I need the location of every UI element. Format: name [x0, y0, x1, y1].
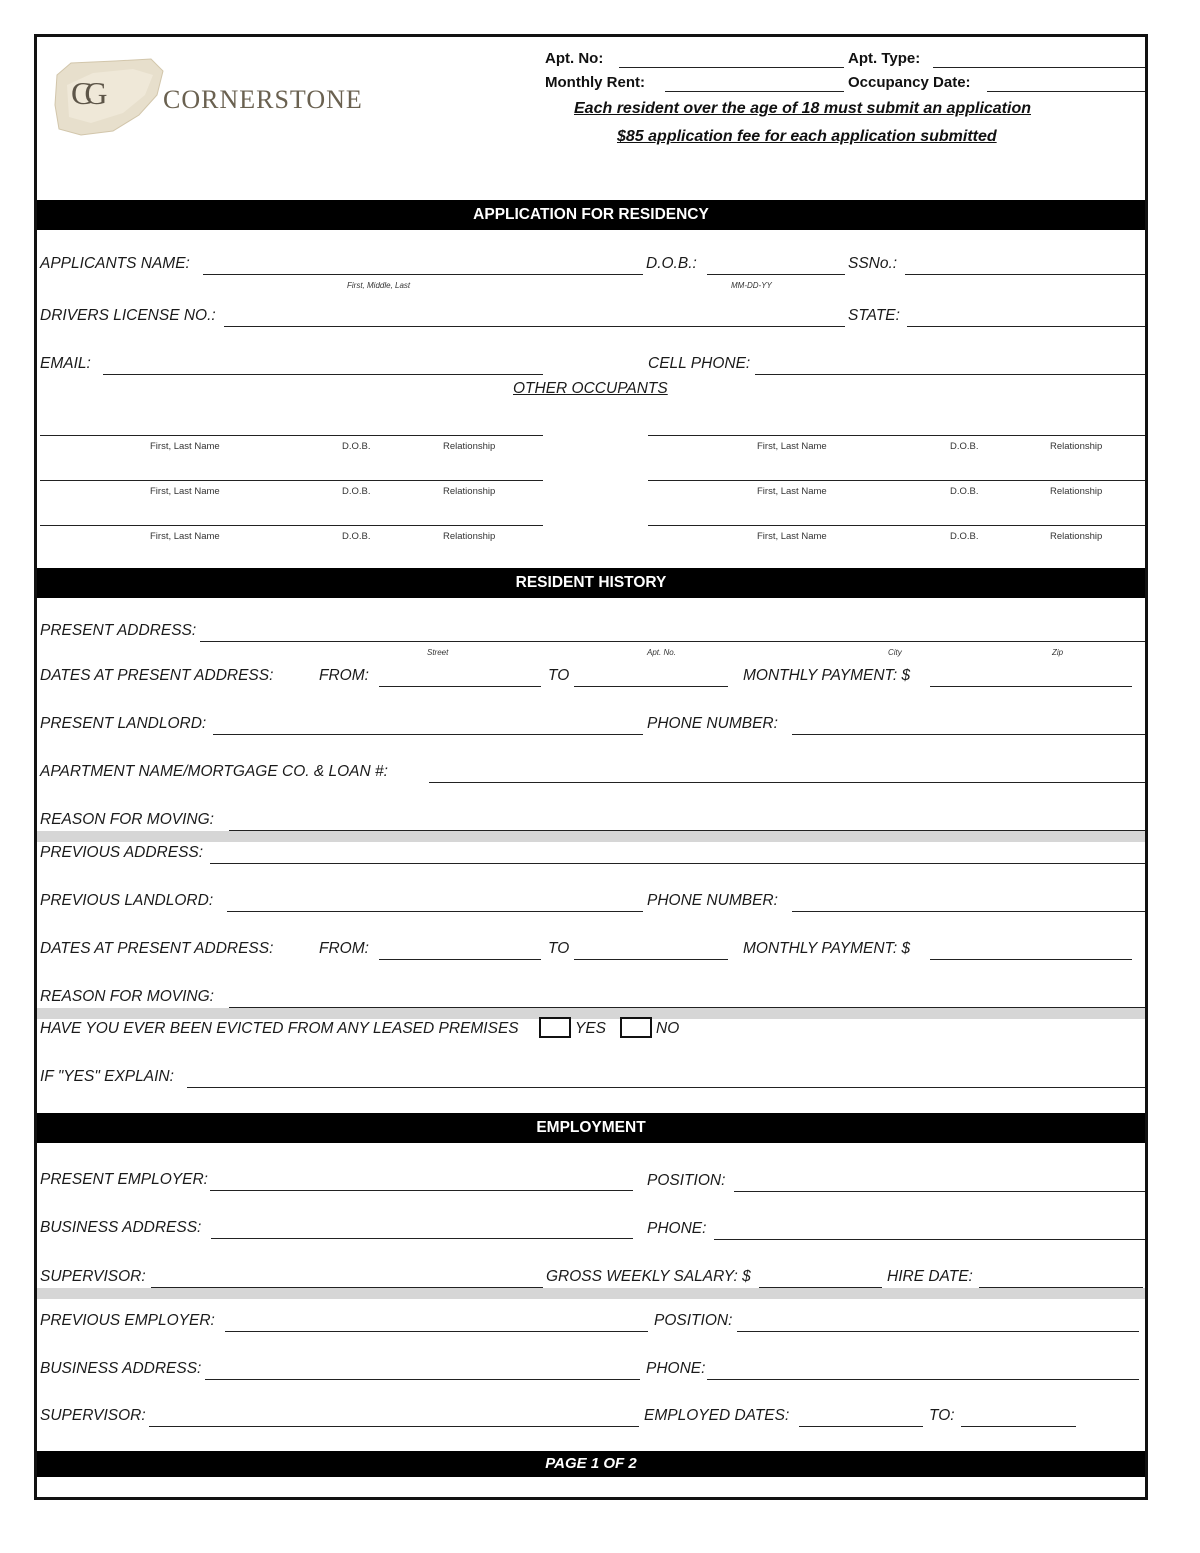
occupant-dob-hint: D.O.B. — [950, 441, 979, 452]
to-field[interactable] — [961, 1426, 1076, 1427]
phone-number-label: PHONE NUMBER: — [647, 892, 778, 909]
occupancy-date-field[interactable] — [987, 91, 1145, 92]
position-field[interactable] — [737, 1331, 1139, 1332]
occupant-relationship-hint: Relationship — [443, 486, 496, 497]
from-label: FROM: — [319, 940, 369, 957]
present-address-label: PRESENT ADDRESS: — [40, 622, 197, 639]
occupant-relationship-hint: Relationship — [1050, 531, 1103, 542]
previous-employer-field[interactable] — [225, 1331, 648, 1332]
monthly-payment-label: MONTHLY PAYMENT: $ — [743, 667, 911, 684]
email-label: EMAIL: — [40, 355, 91, 372]
email-field[interactable] — [103, 374, 543, 375]
apt-no-field[interactable] — [619, 67, 844, 68]
if-yes-field[interactable] — [187, 1087, 1145, 1088]
phone-label: PHONE: — [647, 1220, 707, 1237]
no-label: NO — [656, 1020, 680, 1037]
other-occupants-title: OTHER OCCUPANTS — [513, 380, 668, 397]
applicants-name-label: APPLICANTS NAME: — [40, 255, 190, 272]
previous-employer-label: PREVIOUS EMPLOYER: — [40, 1312, 215, 1329]
if-yes-label: IF "YES" EXPLAIN: — [40, 1068, 174, 1085]
occupant-dob-hint: D.O.B. — [950, 531, 979, 542]
occupant-dob-hint: D.O.B. — [342, 441, 371, 452]
present-address-field[interactable] — [200, 641, 1145, 642]
section-employment-header: EMPLOYMENT — [37, 1113, 1145, 1143]
occupant-name-hint: First, Last Name — [757, 486, 827, 497]
position-label: POSITION: — [647, 1172, 726, 1189]
previous-address-field[interactable] — [210, 863, 1145, 864]
yes-label: YES — [575, 1020, 607, 1037]
business-address-label: BUSINESS ADDRESS: — [40, 1360, 202, 1377]
occupant-name-hint: First, Last Name — [757, 441, 827, 452]
apt-mortgage-label: APARTMENT NAME/MORTGAGE CO. & LOAN #: — [40, 763, 388, 780]
to-field[interactable] — [574, 686, 728, 687]
evicted-yes-checkbox[interactable] — [539, 1017, 571, 1038]
phone-field[interactable] — [707, 1379, 1139, 1380]
state-label: STATE: — [848, 307, 900, 324]
occupant-name-hint: First, Last Name — [150, 531, 220, 542]
to-label: TO — [548, 667, 570, 684]
business-address-field[interactable] — [211, 1238, 633, 1239]
reason-moving-label: REASON FOR MOVING: — [40, 811, 214, 828]
previous-landlord-field[interactable] — [227, 911, 643, 912]
drivers-license-label: DRIVERS LICENSE NO.: — [40, 307, 216, 324]
apt-hint: Apt. No. — [647, 648, 676, 657]
cell-phone-field[interactable] — [755, 374, 1145, 375]
apt-type-label: Apt. Type: — [848, 50, 921, 67]
city-hint: City — [888, 648, 902, 657]
supervisor-label: SUPERVISOR: — [40, 1407, 146, 1424]
dates-present-label: DATES AT PRESENT ADDRESS: — [40, 667, 274, 684]
occupant-name-hint: First, Last Name — [757, 531, 827, 542]
to-label: TO: — [929, 1407, 955, 1424]
hire-date-label: HIRE DATE: — [887, 1268, 973, 1285]
evicted-label: HAVE YOU EVER BEEN EVICTED FROM ANY LEASED PREMISES — [40, 1020, 519, 1037]
drivers-license-field[interactable] — [224, 326, 845, 327]
employed-dates-label: EMPLOYED DATES: — [644, 1407, 790, 1424]
divider — [37, 1008, 1145, 1019]
reason-moving-label: REASON FOR MOVING: — [40, 988, 214, 1005]
apt-no-label: Apt. No: — [545, 50, 604, 67]
occupant-line[interactable] — [40, 480, 543, 481]
occupant-line[interactable] — [648, 480, 1145, 481]
occupant-dob-hint: D.O.B. — [342, 531, 371, 542]
supervisor-label: SUPERVISOR: — [40, 1268, 146, 1285]
resident-note: Each resident over the age of 18 must submit an application — [574, 100, 1031, 117]
occupant-relationship-hint: Relationship — [1050, 486, 1103, 497]
present-landlord-label: PRESENT LANDLORD: — [40, 715, 207, 732]
present-employer-field[interactable] — [210, 1190, 633, 1191]
monthly-rent-label: Monthly Rent: — [545, 74, 645, 91]
to-label: TO — [548, 940, 570, 957]
street-hint: Street — [427, 648, 449, 657]
occupant-relationship-hint: Relationship — [1050, 441, 1103, 452]
from-field[interactable] — [379, 959, 541, 960]
position-label: POSITION: — [654, 1312, 733, 1329]
occupant-line[interactable] — [40, 435, 543, 436]
dates-previous-label: DATES AT PRESENT ADDRESS: — [40, 940, 274, 957]
ssn-field[interactable] — [905, 274, 1145, 275]
page-footer: PAGE 1 OF 2 — [37, 1451, 1145, 1477]
from-field[interactable] — [379, 686, 541, 687]
cell-phone-label: CELL PHONE: — [648, 355, 751, 372]
employed-dates-field[interactable] — [799, 1426, 923, 1427]
from-label: FROM: — [319, 667, 369, 684]
phone-number-label: PHONE NUMBER: — [647, 715, 778, 732]
occupant-name-hint: First, Last Name — [150, 441, 220, 452]
divider — [37, 1288, 1145, 1299]
section-history-header: RESIDENT HISTORY — [37, 568, 1145, 598]
applicants-name-field[interactable] — [203, 274, 643, 275]
occupant-dob-hint: D.O.B. — [950, 486, 979, 497]
state-field[interactable] — [907, 326, 1145, 327]
apt-mortgage-field[interactable] — [429, 782, 1145, 783]
occupant-line[interactable] — [648, 435, 1145, 436]
to-field[interactable] — [574, 959, 728, 960]
gross-salary-label: GROSS WEEKLY SALARY: $ — [546, 1268, 751, 1285]
business-address-label: BUSINESS ADDRESS: — [40, 1219, 202, 1236]
monthly-payment-label: MONTHLY PAYMENT: $ — [743, 940, 911, 957]
apt-type-field[interactable] — [933, 67, 1145, 68]
occupant-line[interactable] — [40, 525, 543, 526]
phone-field[interactable] — [714, 1239, 1145, 1240]
occupant-line[interactable] — [648, 525, 1145, 526]
previous-address-label: PREVIOUS ADDRESS: — [40, 844, 204, 861]
name-hint: First, Middle, Last — [347, 281, 411, 290]
supervisor-field[interactable] — [149, 1426, 639, 1427]
present-employer-label: PRESENT EMPLOYER: — [40, 1171, 208, 1188]
occupant-relationship-hint: Relationship — [443, 531, 496, 542]
business-address-field[interactable] — [205, 1379, 640, 1380]
monthly-rent-field[interactable] — [665, 91, 844, 92]
company-logo — [53, 55, 393, 137]
phone-number-field[interactable] — [792, 734, 1145, 735]
dob-field[interactable] — [707, 274, 845, 275]
logo-initials: CG — [71, 75, 100, 111]
present-landlord-field[interactable] — [213, 734, 643, 735]
fee-note: $85 application fee for each application submitted — [617, 128, 997, 145]
zip-hint: Zip — [1052, 648, 1064, 657]
monthly-payment-field[interactable] — [930, 686, 1132, 687]
occupant-name-hint: First, Last Name — [150, 486, 220, 497]
brand-name: CORNERSTONE — [163, 85, 363, 114]
phone-label: PHONE: — [646, 1360, 706, 1377]
application-form — [34, 34, 1148, 1500]
previous-landlord-label: PREVIOUS LANDLORD: — [40, 892, 214, 909]
divider — [37, 831, 1145, 842]
dob-hint: MM-DD-YY — [731, 281, 772, 290]
position-field[interactable] — [734, 1191, 1145, 1192]
occupant-dob-hint: D.O.B. — [342, 486, 371, 497]
occupancy-date-label: Occupancy Date: — [848, 74, 971, 91]
evicted-no-checkbox[interactable] — [620, 1017, 652, 1038]
monthly-payment-field[interactable] — [930, 959, 1132, 960]
occupant-relationship-hint: Relationship — [443, 441, 496, 452]
dob-label: D.O.B.: — [646, 255, 697, 272]
phone-number-field[interactable] — [792, 911, 1145, 912]
ssn-label: SSNo.: — [848, 255, 898, 272]
section-application-header: APPLICATION FOR RESIDENCY — [37, 200, 1145, 230]
